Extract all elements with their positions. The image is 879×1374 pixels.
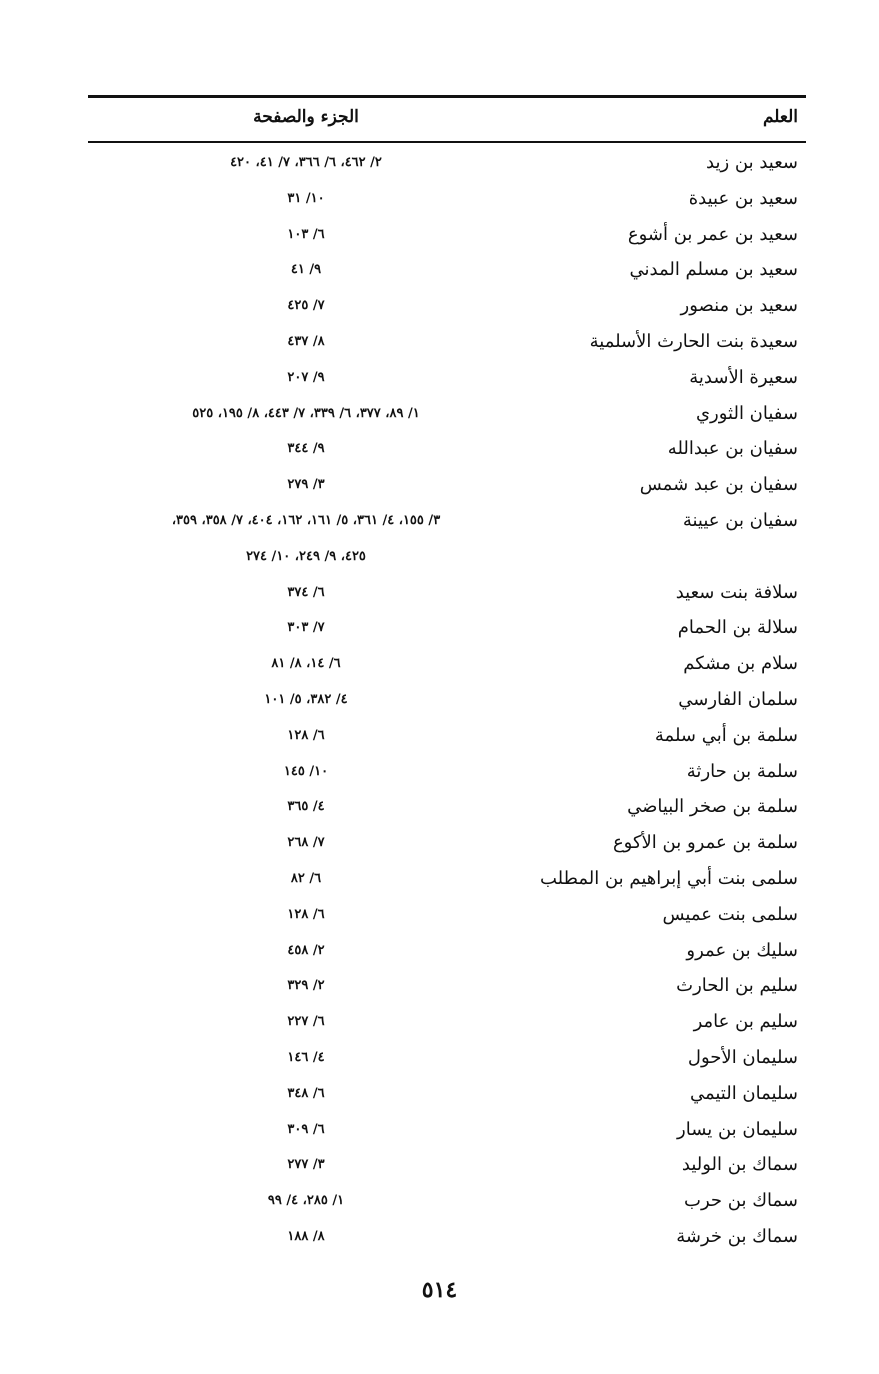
index-entry-row — [88, 1076, 806, 1112]
entry-volume-page: ٤/ ٣٨٢، ٥/ ١٠١ — [264, 691, 348, 707]
entry-name: سفيان بن عبدالله — [667, 438, 798, 460]
index-entry-row — [88, 646, 806, 682]
entry-volume-page: ١/ ٨٩، ٣٧٧، ٦/ ٣٣٩، ٧/ ٤٤٣، ٨/ ١٩٥، ٥٢٥ — [192, 405, 420, 421]
entry-volume-page: ٨/ ١٨٨ — [287, 1228, 325, 1244]
entry-volume-page: ٤/ ١٤٦ — [287, 1049, 325, 1065]
index-entry-row — [88, 503, 806, 539]
entry-name: سليمان التيمي — [689, 1082, 798, 1104]
page-number: ٥١٤ — [421, 1277, 458, 1303]
entry-volume-page: ٦/ ١٢٨ — [287, 906, 325, 922]
entry-name: سليمان بن يسار — [677, 1118, 798, 1140]
entry-name: سلمة بن صخر البياضي — [627, 796, 798, 818]
index-entry-row — [88, 288, 806, 324]
entry-name: سلافة بنت سعيد — [675, 581, 798, 603]
index-entry-row — [88, 1112, 806, 1148]
index-entry-row — [88, 252, 806, 288]
entry-name: سلمة بن أبي سلمة — [654, 724, 798, 746]
entry-volume-page: ٦/ ٨٢ — [290, 870, 322, 886]
index-entry-row — [88, 467, 806, 503]
entry-name: سعيدة بنت الحارث الأسلمية — [589, 330, 798, 352]
top-rule — [88, 95, 806, 98]
entry-volume-page: ٣/ ٢٧٧ — [287, 1157, 325, 1173]
index-entry-row — [88, 754, 806, 790]
table-header — [88, 101, 806, 137]
entry-name: سعيرة الأسدية — [689, 366, 798, 388]
entry-volume-page: ٩/ ٢٠٧ — [287, 369, 325, 385]
entry-name: سعيد بن مسلم المدني — [629, 259, 798, 281]
entry-name: سلمة بن حارثة — [686, 760, 798, 782]
index-entry-row — [88, 431, 806, 467]
header-ref-label: الجزء والصفحة — [253, 107, 359, 127]
entry-volume-page: ٩/ ٤١ — [290, 262, 322, 278]
entry-volume-page: ٦/ ١٠٣ — [287, 226, 325, 242]
entry-volume-page: ٦/ ٣٤٨ — [287, 1085, 325, 1101]
entry-volume-page: ٧/ ٢٦٨ — [287, 835, 325, 851]
entry-volume-page: ٨/ ٤٣٧ — [287, 333, 325, 349]
entry-name: سلمى بنت عميس — [662, 903, 798, 925]
index-entry-row — [88, 718, 806, 754]
index-entry-row — [88, 396, 806, 432]
entry-name: سفيان الثوري — [695, 402, 798, 424]
entry-volume-page: ٢/ ٣٢٩ — [287, 978, 325, 994]
index-entry-row — [88, 861, 806, 897]
index-entry-row — [88, 181, 806, 217]
entry-name: سلالة بن الحمام — [677, 617, 798, 639]
index-entry-row — [88, 145, 806, 181]
entry-volume-page: ١/ ٢٨٥، ٤/ ٩٩ — [267, 1193, 345, 1209]
entry-volume-page: ٦/ ٣٧٤ — [287, 584, 325, 600]
entry-name: سماك بن حرب — [684, 1190, 798, 1212]
entry-volume-page: ١٠/ ١٤٥ — [283, 763, 329, 779]
index-entry-row — [88, 1004, 806, 1040]
entry-volume-page: ٦/ ١٢٨ — [287, 727, 325, 743]
index-entry-row — [88, 789, 806, 825]
entry-name: سليم بن الحارث — [676, 975, 798, 997]
entry-volume-page: ٦/ ٢٢٧ — [287, 1014, 325, 1030]
entry-volume-page: ١٠/ ٣١ — [287, 190, 325, 206]
index-entry-row — [88, 1219, 806, 1255]
index-entry-row — [88, 968, 806, 1004]
entry-volume-page: ٦/ ٣٠٩ — [287, 1121, 325, 1137]
entry-volume-page: ٣/ ١٥٥، ٤/ ٣٦١، ٥/ ١٦١، ١٦٢، ٤٠٤، ٧/ ٣٥٨، ٣٥٩، — [171, 512, 441, 528]
entry-volume-page: ٢/ ٤٦٢، ٦/ ٣٦٦، ٧/ ٤١، ٤٢٠ — [230, 155, 382, 170]
index-entry-row — [88, 324, 806, 360]
index-entry-row — [88, 360, 806, 396]
entry-volume-page: ٦/ ١٤، ٨/ ٨١ — [271, 656, 341, 672]
index-entry-row — [88, 1147, 806, 1183]
entry-volume-page: ٤٢٥، ٩/ ٢٤٩، ١٠/ ٢٧٤ — [246, 548, 366, 564]
entry-name: سلمان الفارسي — [678, 688, 798, 710]
entry-name: سليمان الأحول — [687, 1046, 798, 1068]
entry-name: سماك بن الوليد — [681, 1154, 798, 1176]
entry-volume-page: ٣/ ٢٧٩ — [287, 477, 325, 493]
entry-name: سعيد بن عمر بن أشوع — [627, 223, 798, 245]
header-name-label: العلم — [762, 107, 798, 127]
entry-name: سماك بن خرشة — [676, 1225, 798, 1247]
index-entries — [88, 145, 806, 1255]
entry-volume-page: ٩/ ٣٤٤ — [287, 441, 325, 457]
entry-name: سليك بن عمرو — [686, 939, 798, 961]
index-entry-row — [88, 933, 806, 969]
entry-volume-page: ٤/ ٣٦٥ — [287, 799, 325, 815]
entry-name: سلام بن مشكم — [683, 653, 798, 675]
entry-name: سفيان بن عبد شمس — [639, 474, 798, 496]
entry-volume-page: ٢/ ٤٥٨ — [287, 942, 325, 958]
entry-name: سعيد بن زيد — [706, 152, 798, 173]
index-entry-row — [88, 217, 806, 253]
entry-volume-page: ٧/ ٣٠٣ — [287, 620, 325, 636]
index-entry-row — [88, 682, 806, 718]
entry-name: سعيد بن منصور — [680, 295, 798, 317]
header-rule — [88, 141, 806, 143]
index-entry-row — [88, 575, 806, 611]
index-entry-row — [88, 610, 806, 646]
entry-name: سفيان بن عيينة — [682, 509, 798, 531]
index-entry-row — [88, 1183, 806, 1219]
entry-volume-page: ٧/ ٤٢٥ — [287, 298, 325, 314]
entry-name: سلمة بن عمرو بن الأكوع — [612, 832, 798, 854]
index-entry-row — [88, 1040, 806, 1076]
entry-name: سليم بن عامر — [693, 1011, 798, 1033]
entry-name: سلمى بنت أبي إبراهيم بن المطلب — [539, 867, 798, 889]
entry-name: سعيد بن عبيدة — [688, 187, 798, 209]
index-entry-row — [88, 825, 806, 861]
index-entry-row — [88, 539, 806, 575]
index-entry-row — [88, 897, 806, 933]
